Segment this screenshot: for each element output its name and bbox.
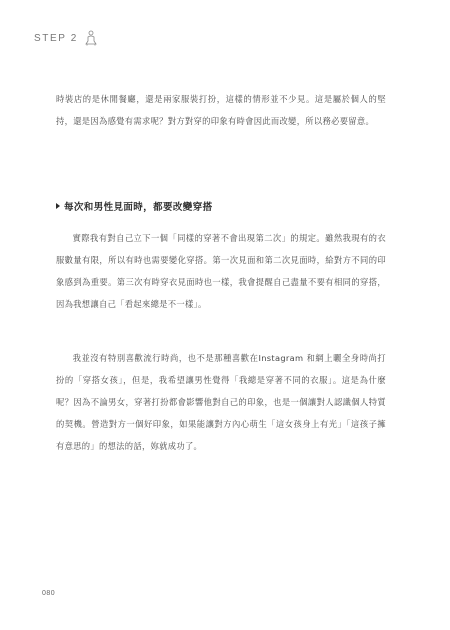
paragraph-intro: 時裝店的是休閒餐廳，還是兩家服裝打扮，這樣的情形並不少見。這是屬於個人的堅持，還是因為感覺有需求呢？對方對穿的印象有時會因此而改變，所以務必要留意。 (56, 94, 386, 126)
page-number: 080 (42, 590, 56, 597)
step-label: STEP 2 (34, 32, 78, 44)
section-heading (56, 199, 213, 213)
section-heading-text: 每次和男性見面時，都要改變穿搭 (64, 202, 213, 213)
paragraph-rule: 實際我有對自己立下一個「同樣的穿著不會出現第二次」的規定。雖然我現有的衣服數量有限，所以有時也需要變化穿搭。第一次見面和第二次見面時，給對方不同的印象感到為重要。第三次有時穿衣見面時也一樣，我會提醒自己盡量不要有相同的穿搭，因為我想讓自己「看起來總是不一樣」。 (56, 233, 386, 309)
chapter-header (34, 30, 98, 46)
figure-sitting-icon (84, 30, 98, 46)
triangle-marker-icon (56, 203, 60, 209)
paragraph-fashion: 我並沒有特別喜歡流行時尚，也不是那種喜歡在Instagram 和網上曬全身時尚打扮的「穿搭女孩」，但是，我希望讓男性覺得「我總是穿著不同的衣服」。這是為什麼呢？因為不論男女，穿著打扮都會影響他對自己的印象，也是一個讓對人認識個人特質的契機。營造對方一個好印象，如果能讓對方內心萌生「這女孩身上有光」「這孩子擁有意思的」的想法的話，妳就成功了。 (56, 353, 386, 451)
